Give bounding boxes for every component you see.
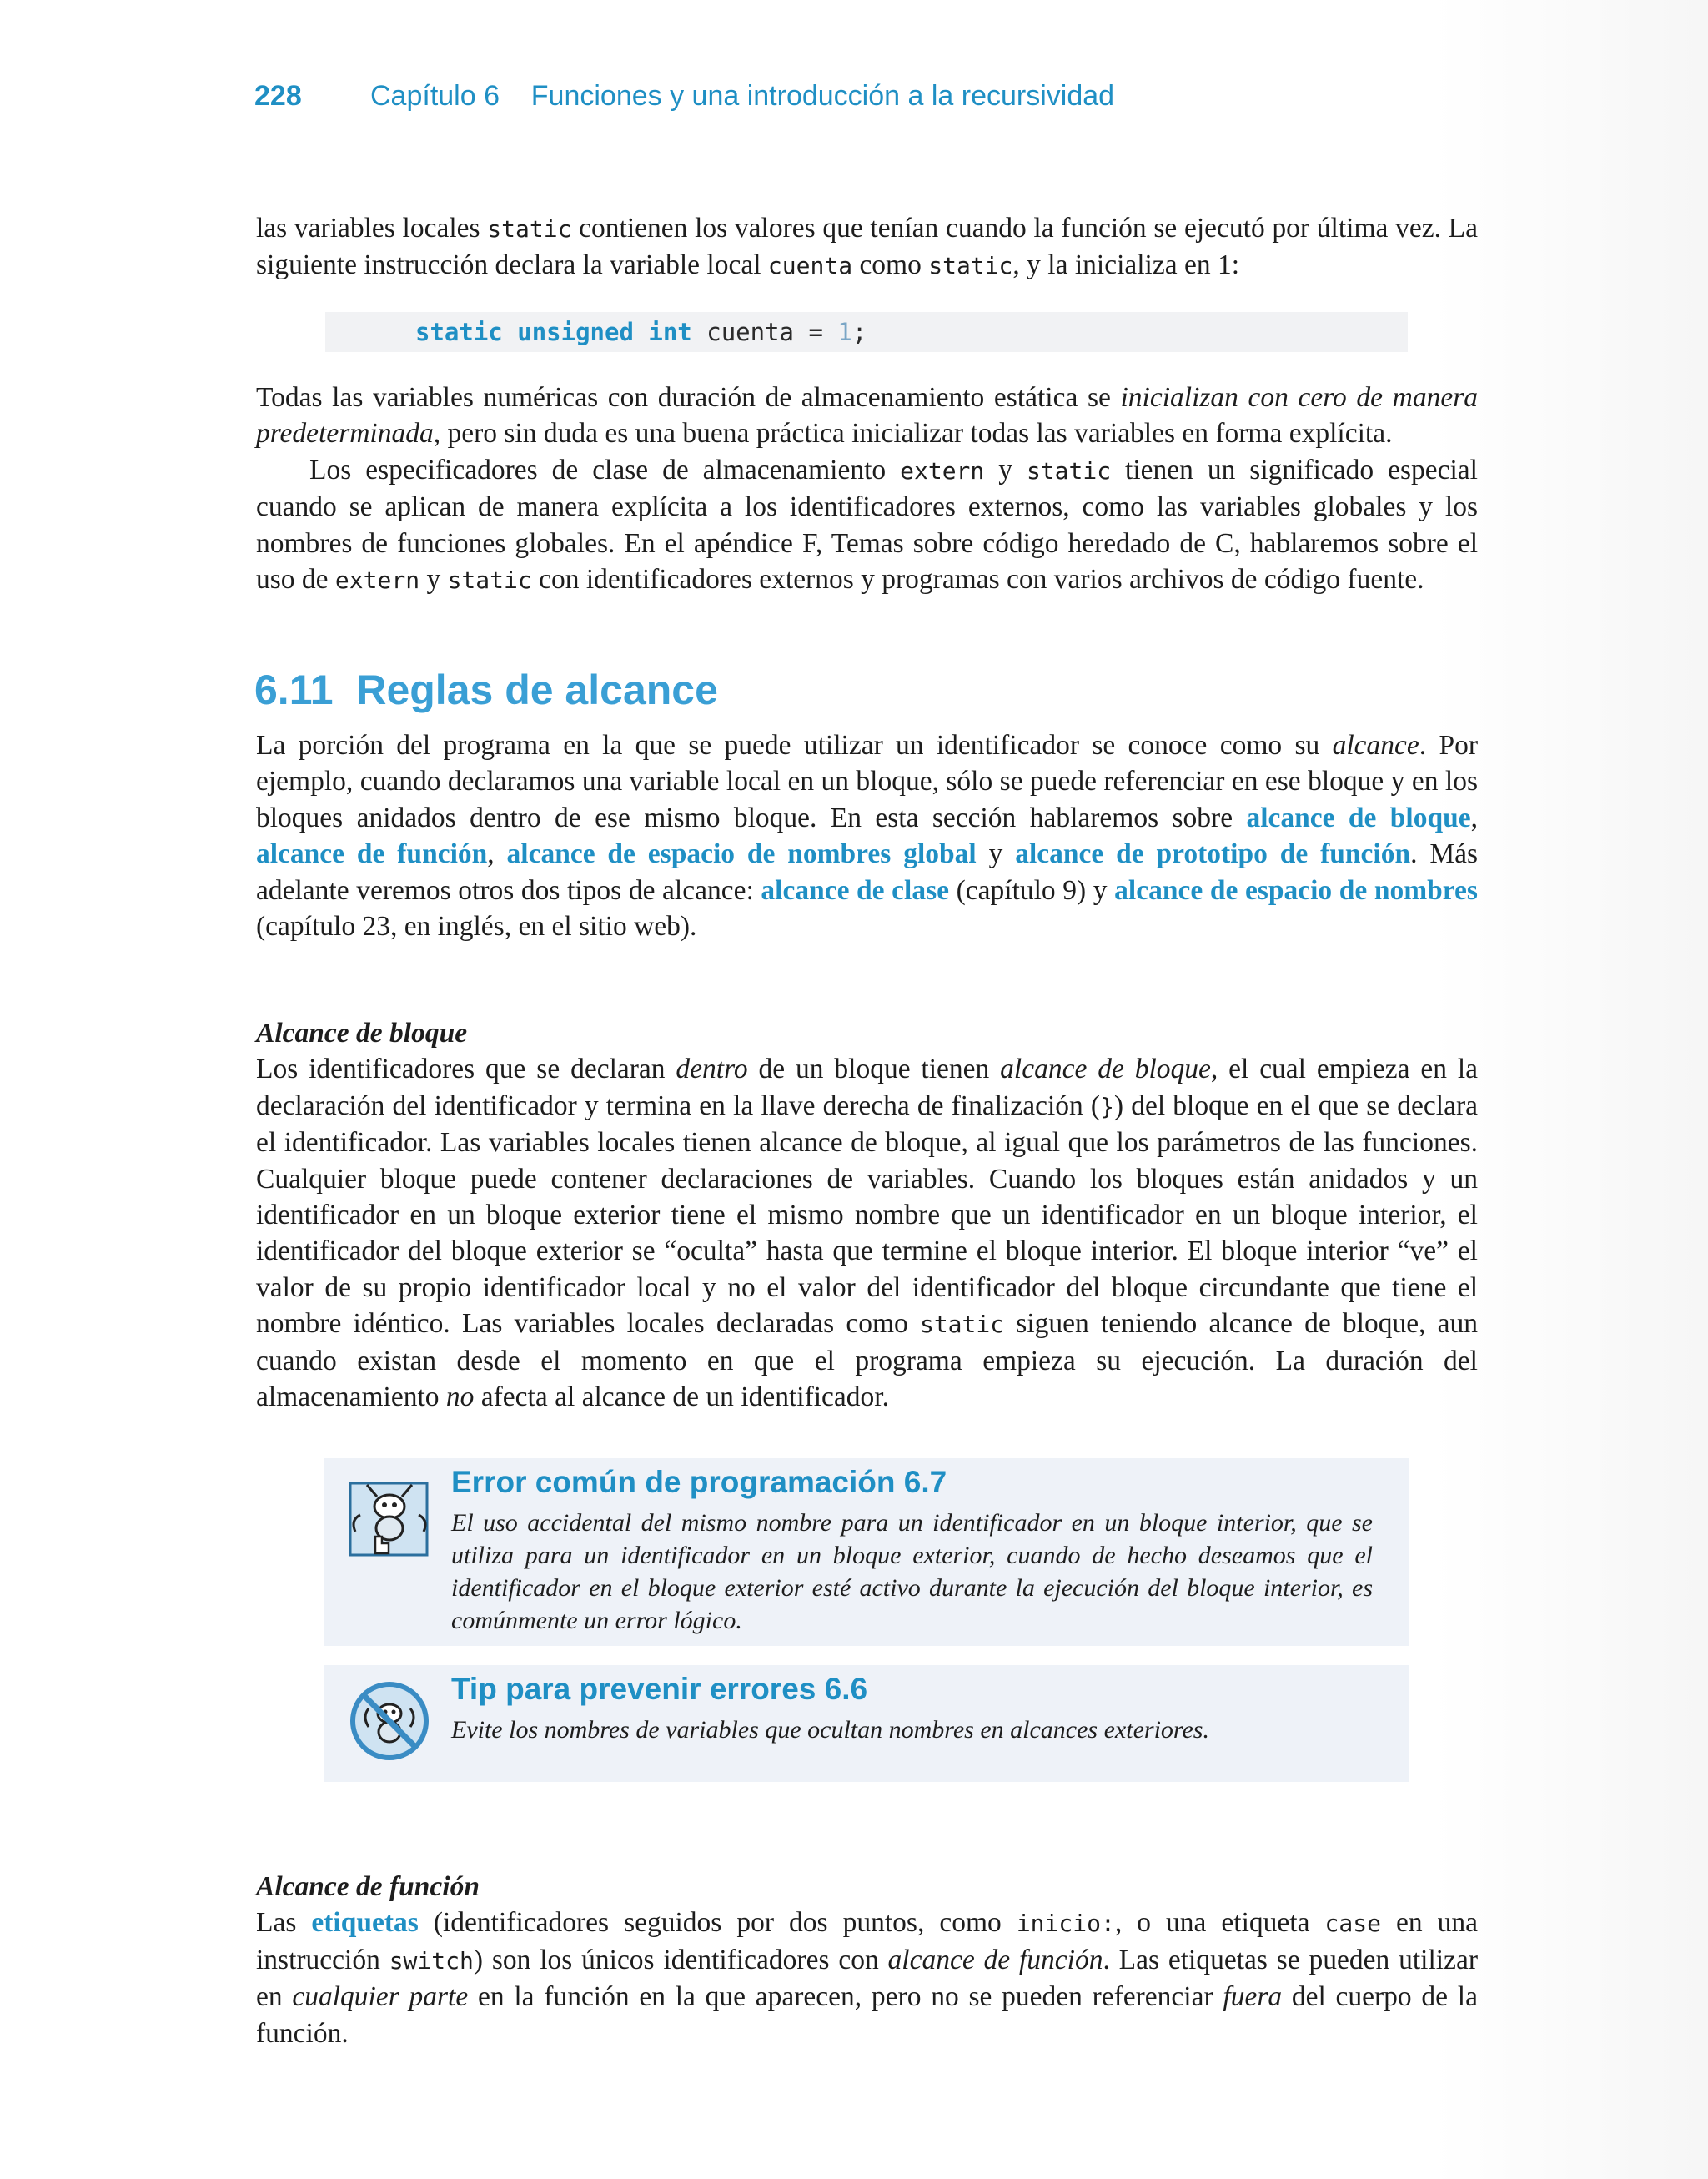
key-term: etiquetas [311, 1907, 419, 1939]
subheading-function-scope: Alcance de función [256, 1871, 480, 1902]
running-header [254, 80, 1505, 122]
code-line: static unsigned int cuenta = 1; [415, 318, 867, 346]
section-title: 6.11 Reglas de alcance [254, 667, 718, 713]
code-static: static [487, 215, 572, 243]
box-body: Evite los nombres de variables que ocultan nombres en alcances exteriores. [451, 1716, 1209, 1744]
key-term: alcance de espacio de nombres global [506, 838, 977, 870]
key-term: alcance de bloque [1246, 802, 1471, 833]
key-term: alcance de clase [761, 874, 949, 906]
bug-thumbs-down-icon [344, 1473, 435, 1565]
box-title: Tip para prevenir errores 6.6 [451, 1672, 868, 1706]
box-title: Error común de programación 6.7 [451, 1465, 947, 1499]
code-static: static [928, 252, 1013, 280]
paragraph-block-scope: Los identificadores que se declaran dentro de un bloque tienen alcance de bloque, el cual empieza en la declaración del identificador y termina en la llave derecha de finalización (}) del bloque en el que se declara el identificador. Las variables locales tienen alcance de bloque, al igual que los parámetros de las funciones. Cualquier bloque puede contener declaraciones de variables. Cuando los bloques están anidados y un identificador en un bloque exterior tiene el mismo nombre que un identificador en un bloque interior, el identificador del bloque exterior se “oculta” hasta que termine el bloque interior. El bloque interior “ve” el valor de su propio identificador local y no el valor del identificador del bloque circundante que tiene el nombre idéntico. Las variables locales declaradas como static siguen teniendo alcance de bloque, aun cuando existan desde el momento en que el programa empieza su ejecución. La duración del almacenamiento no afecta al alcance de un identificador. [256, 1054, 1478, 1413]
block-scope-section [256, 1015, 1478, 1415]
paragraph-extern-static: Los especificadores de clase de almacenamiento extern y static tienen un significado especial cuando se aplican de manera explícita a los identificadores externos, como las variables globales y los nombres de funciones globales. En el apéndice F, Temas sobre código heredado de C, hablaremos sobre el uso de extern y static con identificadores externos y programas con varios archivos de código fuente. [256, 454, 1478, 596]
function-scope-section [256, 1869, 1478, 2051]
paragraph-initialization: Todas las variables numéricas con duración de almacenamiento estática se inicializan con cero de manera predeterminada, pero sin duda es una buena práctica inicializar todas las variables en forma explícita. Los especificadores de clase de almacenamiento extern y static tienen un significado especial cuando se aplican de manera explícita a los identificadores externos, como las variables globales y los nombres de funciones globales. En el apéndice F, Temas sobre código heredado de C, hablaremos sobre el uso de extern y static con identificadores externos y programas con varios archivos de código fuente. [256, 380, 1478, 598]
key-term: alcance de espacio de nombres [1114, 874, 1478, 906]
chapter-title: Capítulo 6 Funciones y una introducción a la recursividad [370, 80, 1115, 112]
key-term: alcance de función [256, 838, 488, 870]
code-block [325, 312, 1408, 352]
paragraph-function-scope: Las etiquetas (identificadores seguidos por dos puntos, como inicio:, o una etiqueta case en una instrucción switch) son los únicos identificadores con alcance de función. Las etiquetas se pueden utilizar en cualquier parte en la función en la que aparecen, pero no se pueden referenciar fuera del cuerpo de la función. [256, 1907, 1478, 2049]
error-prevention-tip-box [324, 1665, 1409, 1782]
emphasis: inicializan con cero de manera predeterminada [256, 382, 1478, 450]
page-number: 228 [254, 80, 302, 112]
no-bug-icon [344, 1675, 435, 1767]
paragraph-static-locals: las variables locales static contienen los valores que tenían cuando la función se ejecutó por última vez. La siguiente instrucción declara la variable local cuenta como static, y la inicializa en 1: [256, 213, 1478, 281]
common-error-box [324, 1458, 1409, 1646]
key-term: alcance de prototipo de función [1015, 838, 1411, 870]
subheading-block-scope: Alcance de bloque [256, 1018, 468, 1049]
paragraph-scope-intro: La porción del programa en la que se puede utilizar un identificador se conoce como su alcance. Por ejemplo, cuando declaramos una variable local en un bloque, sólo se puede referenciar en ese bloque y en los bloques anidados dentro de ese mismo bloque. En esta sección hablaremos sobre alcance de bloque, alcance de función, alcance de espacio de nombres global y alcance de prototipo de función. Más adelante veremos otros dos tipos de alcance: alcance de clase (capítulo 9) y alcance de espacio de nombres (capítulo 23, en inglés, en el sitio web). [256, 730, 1479, 943]
code-cuenta: cuenta [767, 252, 853, 280]
box-body: El uso accidental del mismo nombre para un identificador en un bloque interior, que se utiliza para un identificador en un bloque exterior, cuando de hecho deseamos que el identificador en el bloque exterior esté activo durante la ejecución del bloque interior, es comúnmente un error lógico. [451, 1509, 1373, 1634]
